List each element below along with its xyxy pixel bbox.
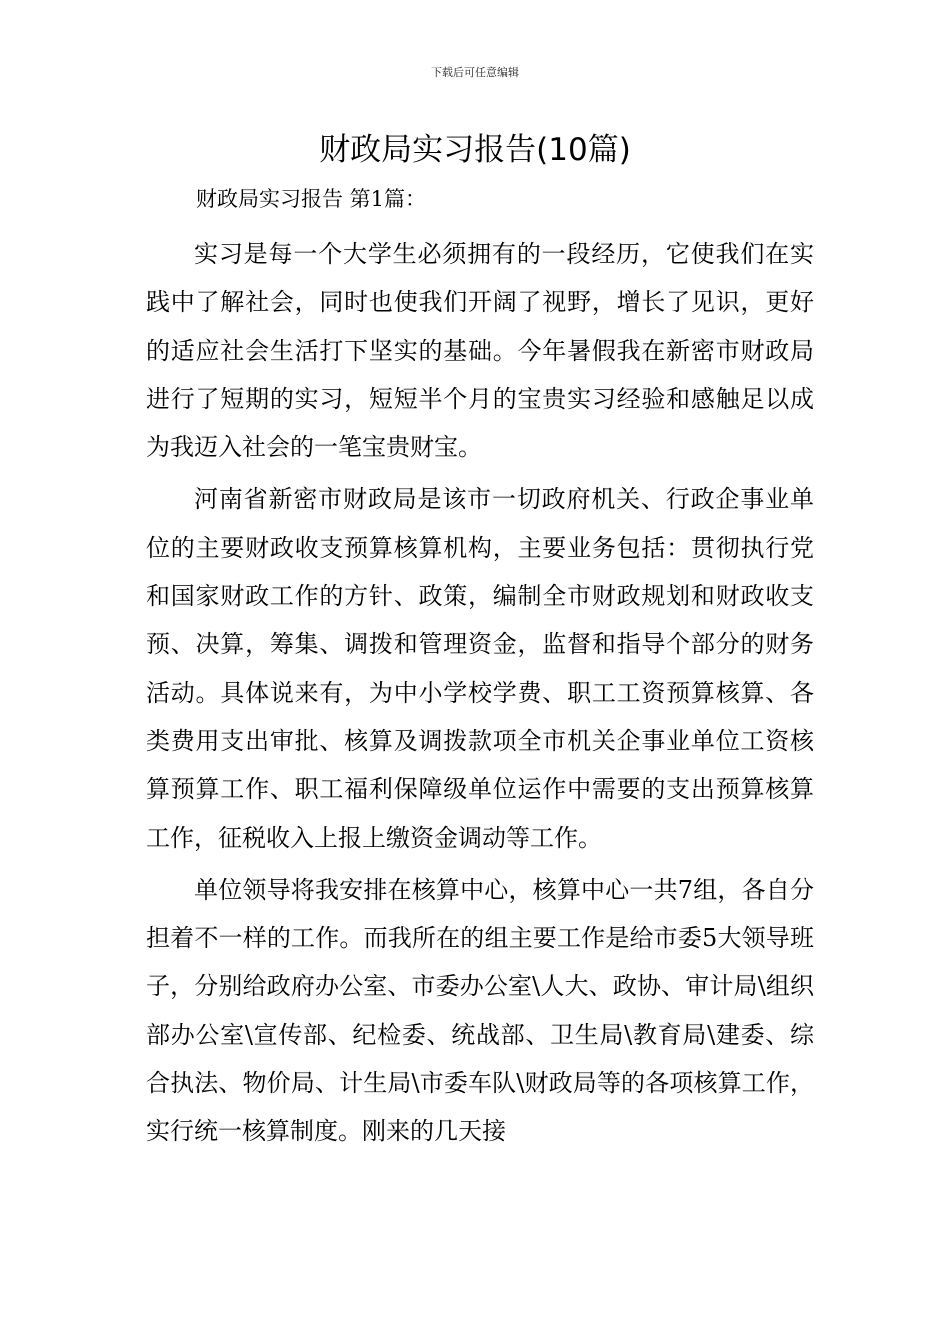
header-note: 下载后可任意编辑 — [431, 66, 519, 79]
document-title: 财政局实习报告(10篇) — [319, 132, 631, 168]
paragraph-2: 河南省新密市财政局是该市一切政府机关、行政企事业单位的主要财政收支预算核算机构，主要业务包括：贯彻执行党和国家财政工作的方针、政策，编制全市财政规划和财政收支预、决算，筹集、调拨和管理资金，监督和指导个部分的财务活动。具体说来有，为中小学校学费、职工工资预算核算、各类费用支出审批、核算及调拨款项全市机关企事业单位工资核算预算工作、职工福利保障级单位运作中需要的支出预算核算工作，征税收入上报上缴资金调动等工作。 — [146, 485, 814, 852]
section-heading: 财政局实习报告 第1篇： — [196, 187, 427, 211]
paragraph-1: 实习是每一个大学生必须拥有的一段经历，它使我们在实践中了解社会，同时也使我们开阔了视野，增长了见识，更好的适应社会生活打下坚实的基础。今年暑假我在新密市财政局进行了短期的实习，短短半个月的宝贵实习经验和感触足以成为我迈入社会的一笔宝贵财宝。 — [146, 240, 814, 462]
document-body — [146, 230, 814, 1156]
paragraph-3: 单位领导将我安排在核算中心，核算中心一共7组，各自分担着不一样的工作。而我所在的组主要工作是给市委5大领导班子，分别给政府办公室、市委办公室\人大、政协、审计局\组织部办公室\宣传部、纪检委、统战部、卫生局\教育局\建委、综合执法、物价局、计生局\市委车队\财政局等的各项核算工作，实行统一核算制度。刚来的几天接 — [146, 875, 814, 1146]
